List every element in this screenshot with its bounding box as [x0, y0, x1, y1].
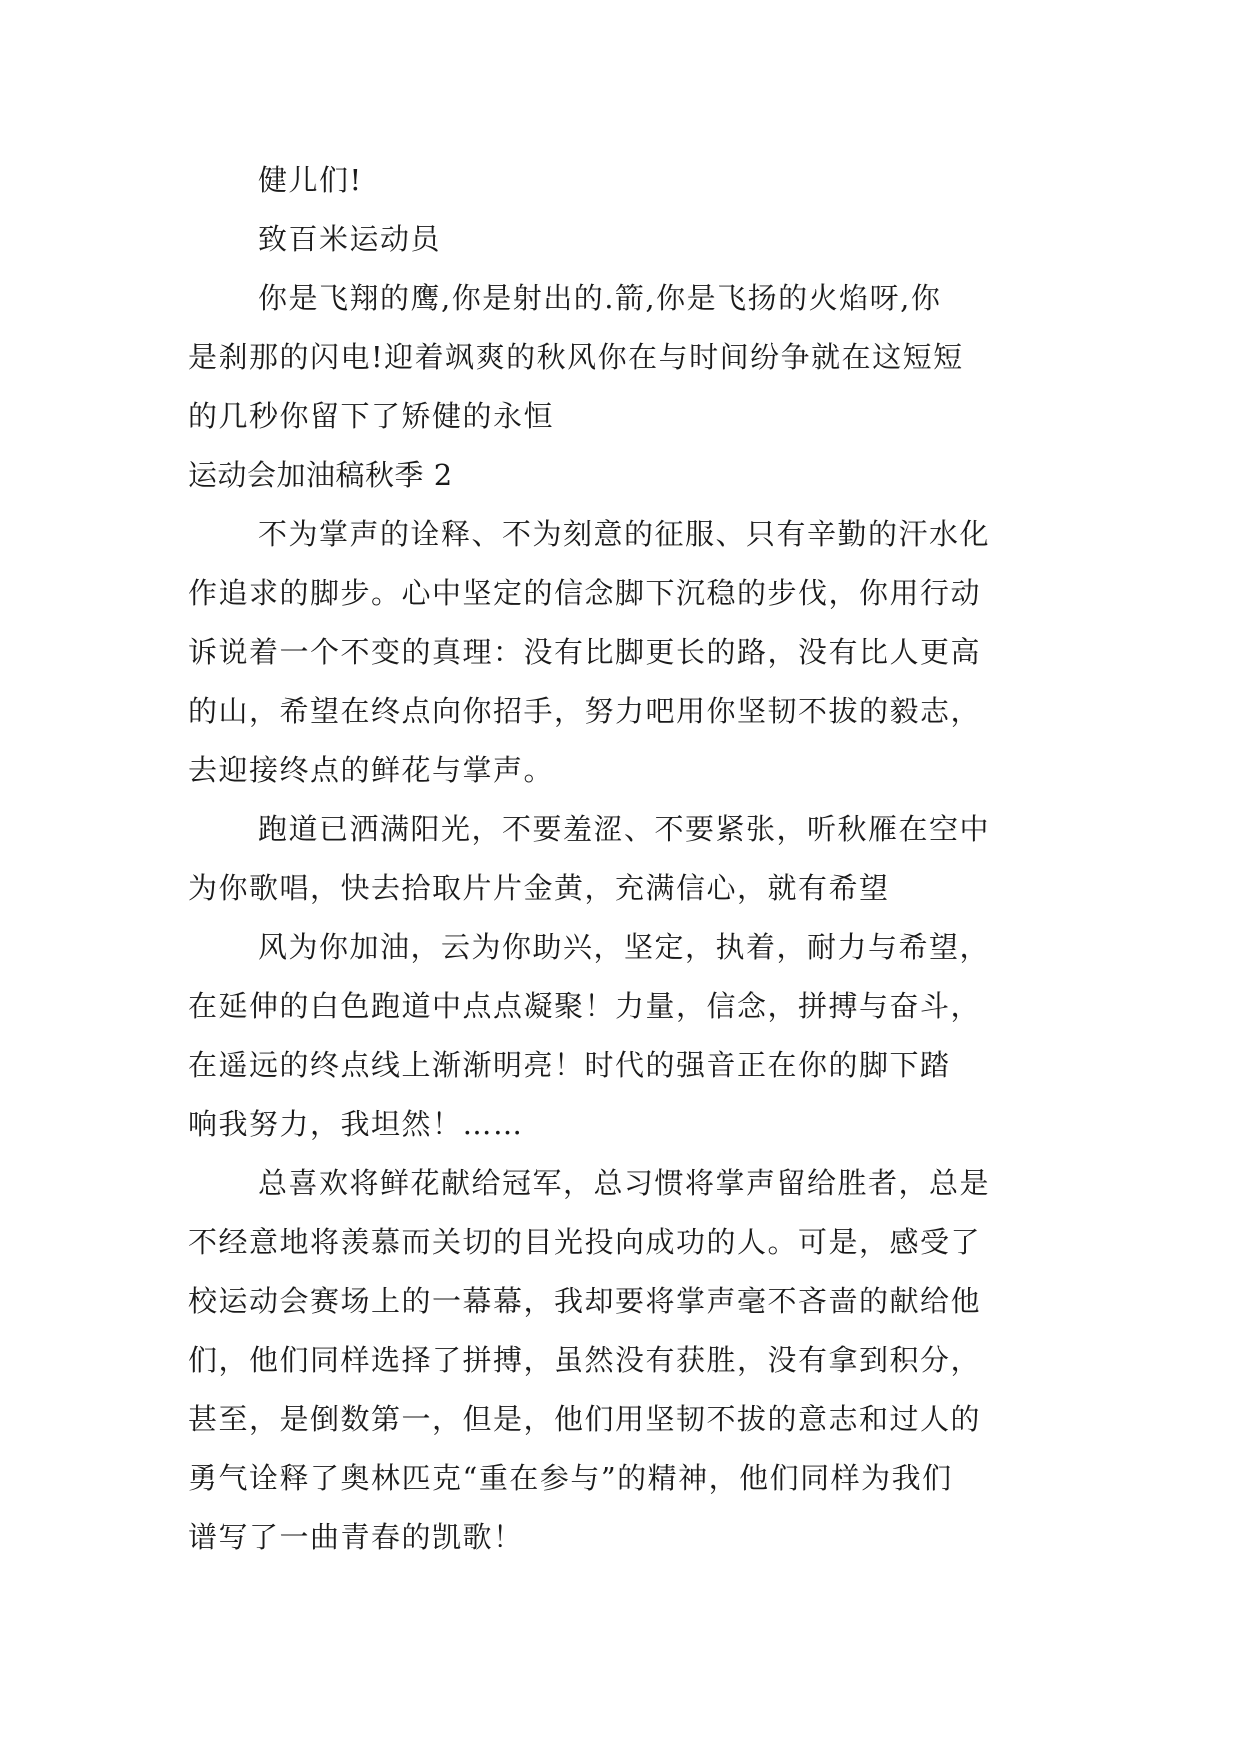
paragraph-line: 在延伸的白色跑道中点点凝聚！力量，信念，拼搏与奋斗， — [188, 989, 982, 1023]
poem-title: 致百米运动员 — [258, 222, 442, 256]
paragraph-line: 响我努力，我坦然！…… — [188, 1107, 524, 1141]
paragraph-line: 风为你加油，云为你助兴，坚定，执着，耐力与希望， — [258, 930, 991, 964]
paragraph-line: 谱写了一曲青春的凯歌！ — [188, 1520, 524, 1554]
poem-line: 是刹那的闪电!迎着飒爽的秋风你在与时间纷争就在这短短 — [188, 340, 964, 374]
intro-line: 健儿们! — [258, 163, 363, 197]
paragraph-line: 作追求的脚步。心中坚定的信念脚下沉稳的步伐，你用行动 — [188, 576, 982, 610]
paragraph-line: 甚至，是倒数第一，但是，他们用坚韧不拔的意志和过人的 — [188, 1402, 982, 1436]
poem-line: 你是飞翔的鹰,你是射出的.箭,你是飞扬的火焰呀,你 — [258, 281, 942, 315]
paragraph-line: 跑道已洒满阳光，不要羞涩、不要紧张，听秋雁在空中 — [258, 812, 991, 846]
paragraph-line: 的山，希望在终点向你招手，努力吧用你坚韧不拔的毅志， — [188, 694, 982, 728]
paragraph-line: 不为掌声的诠释、不为刻意的征服、只有辛勤的汗水化 — [258, 517, 991, 551]
section-title: 运动会加油稿秋季 2 — [188, 458, 453, 492]
poem-line: 的几秒你留下了矫健的永恒 — [188, 399, 555, 433]
paragraph-line: 勇气诠释了奥林匹克“重在参与”的精神，他们同样为我们 — [188, 1461, 953, 1495]
paragraph-line: 总喜欢将鲜花献给冠军，总习惯将掌声留给胜者，总是 — [258, 1166, 991, 1200]
paragraph-line: 在遥远的终点线上渐渐明亮！时代的强音正在你的脚下踏 — [188, 1048, 951, 1082]
document-body — [188, 160, 1068, 1576]
paragraph-line: 们，他们同样选择了拼搏，虽然没有获胜，没有拿到积分， — [188, 1343, 982, 1377]
paragraph-line: 诉说着一个不变的真理：没有比脚更长的路，没有比人更高 — [188, 635, 982, 669]
paragraph-line: 校运动会赛场上的一幕幕，我却要将掌声毫不吝啬的献给他 — [188, 1284, 982, 1318]
paragraph-line: 不经意地将羡慕而关切的目光投向成功的人。可是，感受了 — [188, 1225, 982, 1259]
paragraph-line: 为你歌唱，快去拾取片片金黄，充满信心，就有希望 — [188, 871, 890, 905]
paragraph-line: 去迎接终点的鲜花与掌声。 — [188, 753, 555, 787]
